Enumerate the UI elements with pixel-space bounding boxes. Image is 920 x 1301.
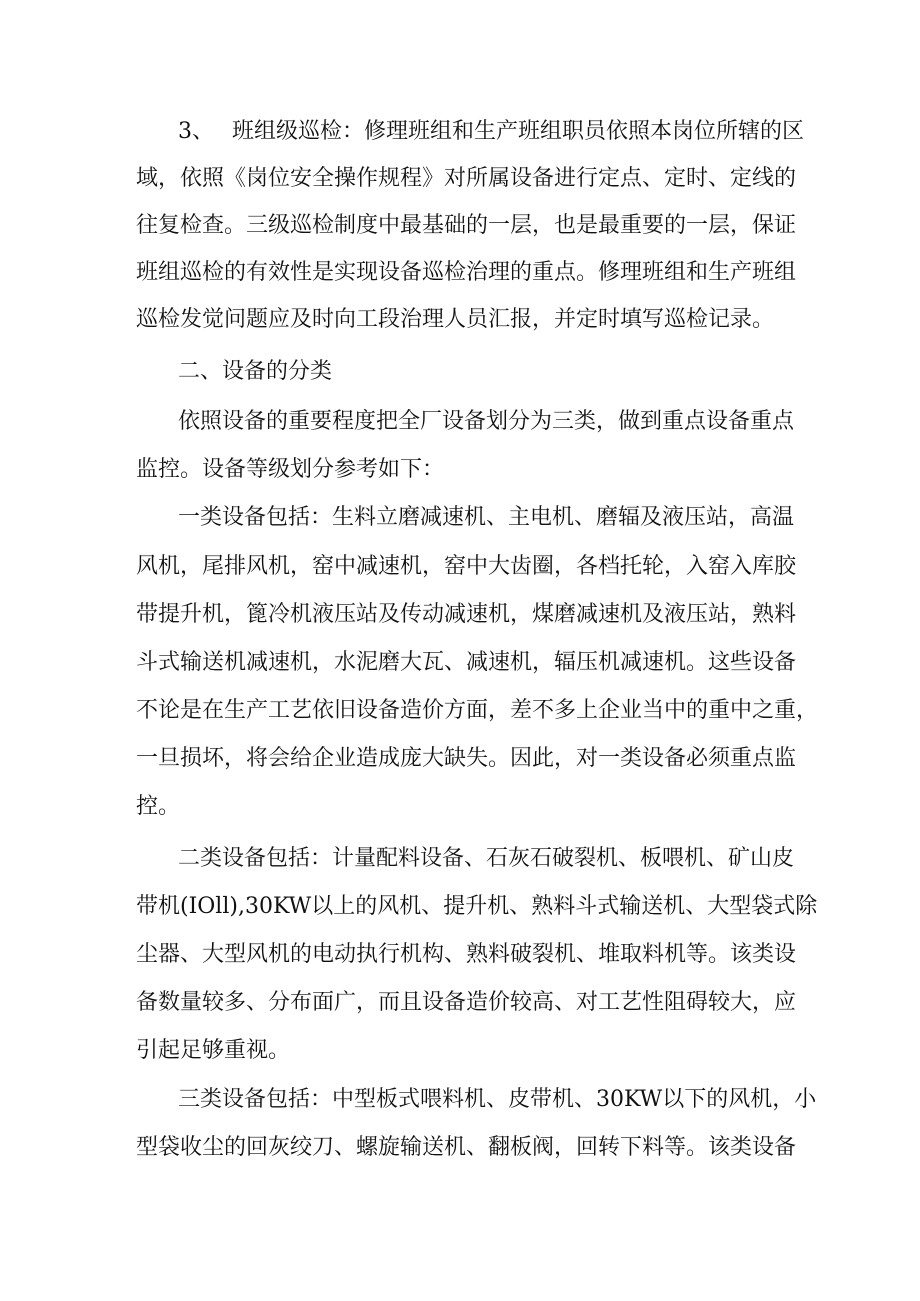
paragraph-3-line-4: 斗式输送机减速机，水泥磨大瓦、减速机，辐压机减速机。这些设备 <box>136 650 797 675</box>
paragraph-4-line-5: 引起足够重视。 <box>136 1038 291 1063</box>
paragraph-3-line-6: 一旦损坏，将会给企业造成庞大缺失。因此，对一类设备必须重点监 <box>136 746 797 771</box>
paragraph-1-line-2: 域，依照《岗位安全操作规程》对所属设备进行定点、定时、定线的 <box>136 166 797 191</box>
paragraph-3-line-7: 控。 <box>136 794 181 819</box>
paragraph-2-line-2: 监控。设备等级划分参考如下： <box>136 457 445 482</box>
paragraph-4-line-4: 备数量较多、分布面广，而且设备造价较高、对工艺性阻碍较大，应 <box>136 990 797 1015</box>
paragraph-1-line-5: 巡检发觉问题应及时向工段治理人员汇报，并定时填写巡检记录。 <box>136 307 775 332</box>
paragraph-4-line-2: 带机(IOll),30KW以上的风机、提升机、熟料斗式输送机、大型袋式除 <box>136 894 818 919</box>
paragraph-4-line-3: 尘器、大型风机的电动执行机构、熟料破裂机、堆取料机等。该类设 <box>136 942 797 967</box>
paragraph-1-line-3: 往复检查。三级巡检制度中最基础的一层，也是最重要的一层，保证 <box>136 213 797 238</box>
paragraph-5-line-2: 型袋收尘的回灰绞刀、螺旋输送机、翻板阀，回转下料等。该类设备 <box>136 1135 797 1160</box>
paragraph-2-line-1: 依照设备的重要程度把全厂设备划分为三类，做到重点设备重点 <box>178 409 795 434</box>
paragraph-5-line-1: 三类设备包括：中型板式喂料机、皮带机、30KW以下的风机，小 <box>178 1087 817 1112</box>
paragraph-1-line-1: 3、 班组级巡检：修理班组和生产班组职员依照本岗位所辖的区 <box>178 119 804 144</box>
paragraph-3-line-2: 风机，尾排风机，窑中减速机，窑中大齿圈，各档托轮，入窑入库胶 <box>136 554 797 579</box>
paragraph-1-line-4: 班组巡检的有效性是实现设备巡检治理的重点。修理班组和生产班组 <box>136 260 797 285</box>
paragraph-4-line-1: 二类设备包括：计量配料设备、石灰石破裂机、板喂机、矿山皮 <box>178 846 795 871</box>
paragraph-3-line-1: 一类设备包括：生料立磨减速机、主电机、磨辐及液压站，高温 <box>178 505 795 530</box>
paragraph-3-line-3: 带提升机，篦冷机液压站及传动减速机，煤磨减速机及液压站，熟料 <box>136 602 797 627</box>
section-heading: 二、设备的分类 <box>178 359 333 384</box>
paragraph-3-line-5: 不论是在生产工艺依旧设备造价方面，差不多上企业当中的重中之重， <box>136 698 819 723</box>
